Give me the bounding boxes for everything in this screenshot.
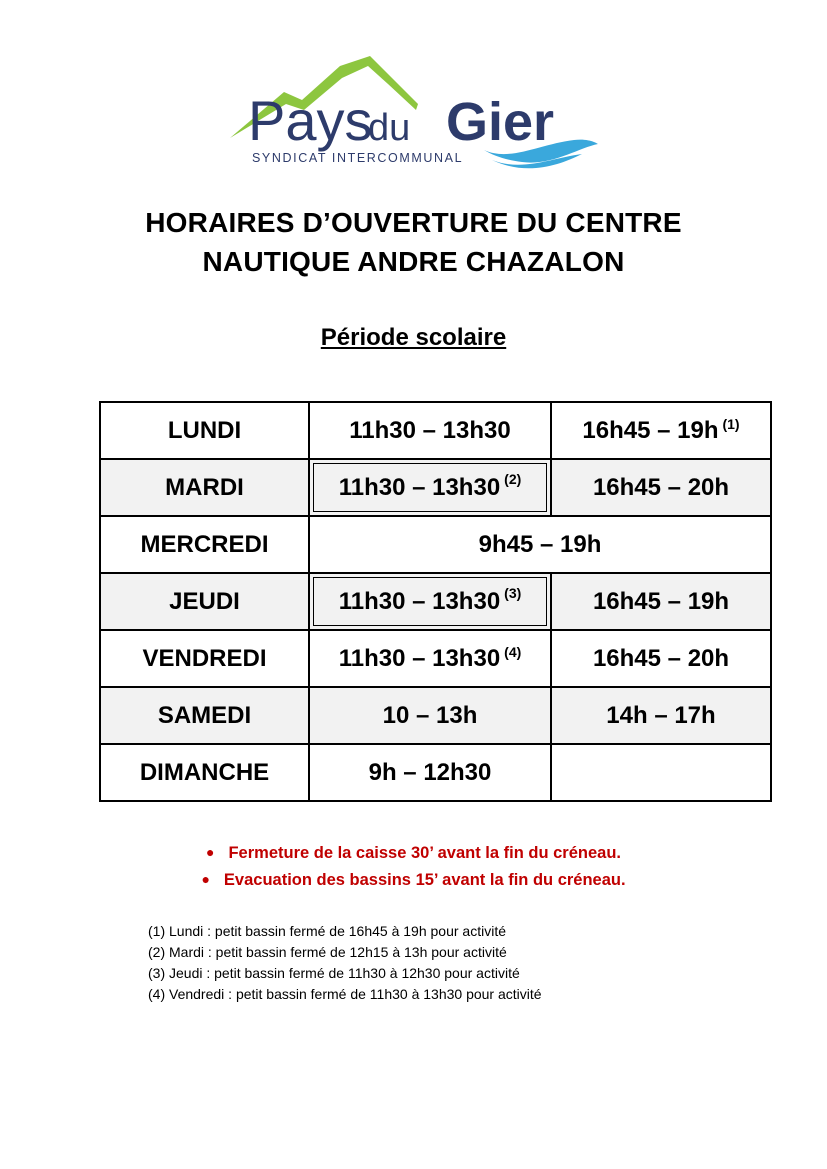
footnote-ref: (3) bbox=[504, 584, 522, 601]
day-cell: LUNDI bbox=[100, 402, 309, 459]
note-text: Evacuation des bassins 15’ avant la fin du créneau. bbox=[223, 871, 626, 889]
morning-slot-cell: 9h – 12h30 bbox=[309, 744, 551, 801]
morning-slot-cell bbox=[309, 459, 551, 516]
footnote-ref: (1) bbox=[722, 415, 740, 432]
afternoon-slot-cell: 16h45 – 19h bbox=[551, 573, 771, 630]
page-title bbox=[0, 203, 827, 281]
morning-slot-cell bbox=[309, 630, 551, 687]
slot-text: 11h30 – 13h30 bbox=[338, 644, 501, 672]
footnotes bbox=[148, 921, 542, 1005]
slot-text: 16h45 – 19h bbox=[582, 416, 719, 444]
afternoon-slot-cell: 16h45 – 20h bbox=[551, 630, 771, 687]
pays-du-gier-logo bbox=[222, 48, 602, 178]
page-title-line-1: HORAIRES D’OUVERTURE DU CENTRE bbox=[145, 207, 682, 238]
footnote-1: (1) Lundi : petit bassin fermé de 16h45 à 19h pour activité bbox=[148, 923, 506, 939]
day-cell: MARDI bbox=[100, 459, 309, 516]
schedule-row-dimanche bbox=[100, 744, 771, 801]
schedule-row-jeudi bbox=[100, 573, 771, 630]
day-cell: DIMANCHE bbox=[100, 744, 309, 801]
morning-slot-cell: 10 – 13h bbox=[309, 687, 551, 744]
schedule-row-mardi bbox=[100, 459, 771, 516]
slot-text: 11h30 – 13h30 bbox=[338, 587, 501, 615]
afternoon-slot-cell bbox=[551, 744, 771, 801]
footnote-ref: (4) bbox=[504, 643, 522, 660]
day-cell: JEUDI bbox=[100, 573, 309, 630]
footnote-3: (3) Jeudi : petit bassin fermé de 11h30 à 12h30 pour activité bbox=[148, 965, 520, 981]
schedule-row-mercredi bbox=[100, 516, 771, 573]
note-item bbox=[0, 867, 827, 894]
footnote-ref: (2) bbox=[504, 470, 522, 487]
important-notes-list bbox=[0, 840, 827, 894]
logo-word-gier: Gier bbox=[446, 92, 555, 152]
morning-slot-cell: 11h30 – 13h30 bbox=[309, 402, 551, 459]
full-day-slot-cell: 9h45 – 19h bbox=[309, 516, 771, 573]
footnote-4: (4) Vendredi : petit bassin fermé de 11h30 à 13h30 pour activité bbox=[148, 986, 542, 1002]
logo-tagline: SYNDICAT INTERCOMMUNAL bbox=[252, 151, 464, 165]
afternoon-slot-cell bbox=[551, 402, 771, 459]
day-cell: MERCREDI bbox=[100, 516, 309, 573]
note-text: Fermeture de la caisse 30’ avant la fin du créneau. bbox=[228, 844, 621, 862]
day-cell: SAMEDI bbox=[100, 687, 309, 744]
schedule-row-lundi bbox=[100, 402, 771, 459]
afternoon-slot-cell: 16h45 – 20h bbox=[551, 459, 771, 516]
morning-slot-cell bbox=[309, 573, 551, 630]
slot-text: 11h30 – 13h30 bbox=[338, 473, 501, 501]
opening-hours-table bbox=[99, 401, 772, 802]
note-item bbox=[0, 840, 827, 867]
logo-word-pays: Pays bbox=[248, 89, 373, 152]
day-cell: VENDREDI bbox=[100, 630, 309, 687]
period-subtitle: Période scolaire bbox=[320, 324, 507, 351]
logo-graphic bbox=[222, 48, 602, 178]
schedule-row-samedi bbox=[100, 687, 771, 744]
schedule-row-vendredi bbox=[100, 630, 771, 687]
footnote-2: (2) Mardi : petit bassin fermé de 12h15 à 13h pour activité bbox=[148, 944, 507, 960]
afternoon-slot-cell: 14h – 17h bbox=[551, 687, 771, 744]
logo-word-du: du bbox=[368, 107, 411, 149]
bullet-icon: ● bbox=[206, 844, 215, 860]
bullet-icon: ● bbox=[201, 871, 210, 887]
page-title-line-2: NAUTIQUE ANDRE CHAZALON bbox=[202, 246, 625, 277]
